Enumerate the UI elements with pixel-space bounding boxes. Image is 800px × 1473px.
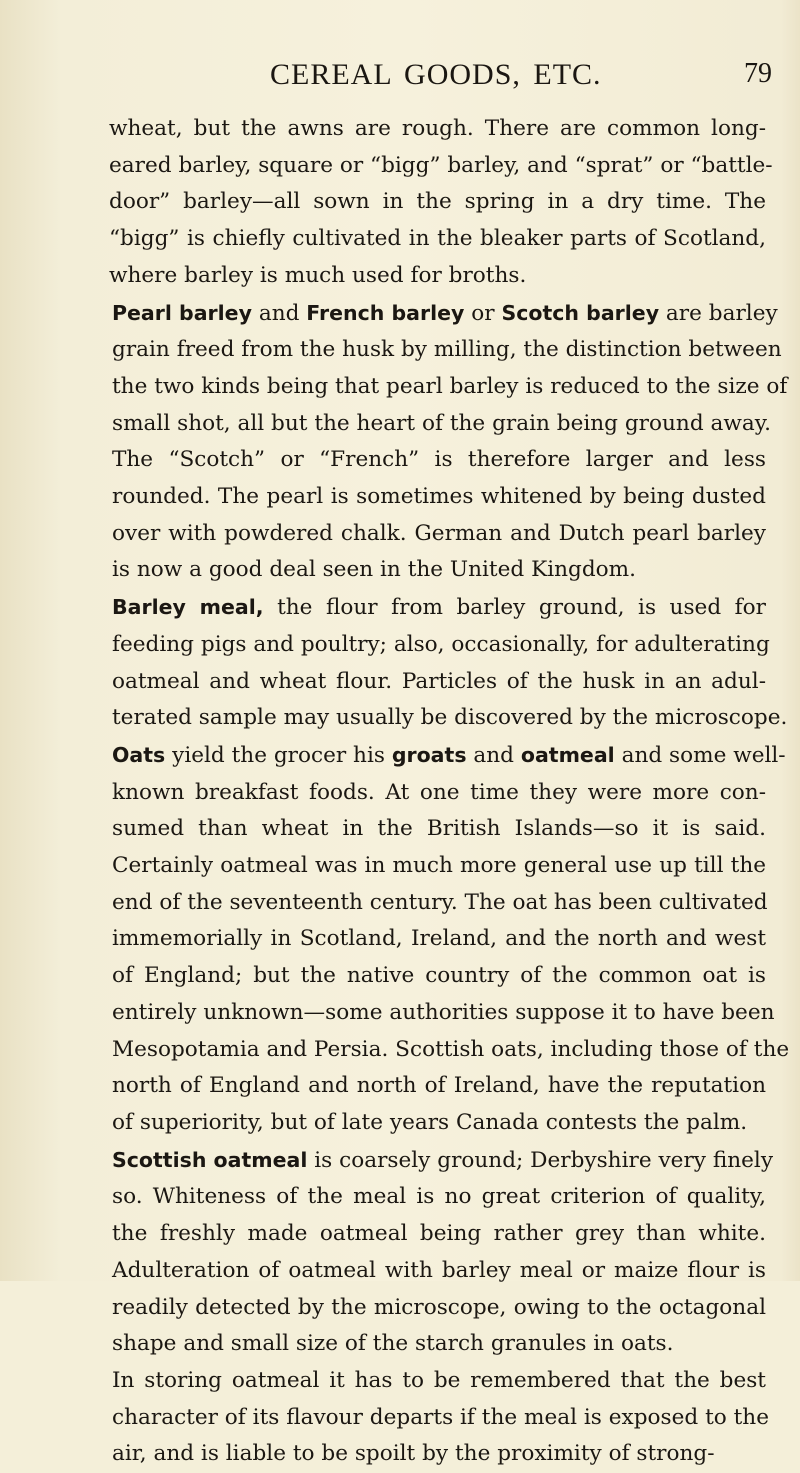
text-run: In storing oatmeal it has to be remembered that the best [112,1367,766,1393]
text-run: feeding pigs and poultry; also, occasionally, for adulterating [112,631,770,657]
text-run: oatmeal and wheat flour. Particles of the husk in an adul- [112,668,766,694]
bold-term: Pearl barley [112,300,252,325]
text-run: and [466,742,521,768]
page-header [110,58,772,98]
page-number: 79 [744,58,772,89]
text-line [109,1105,766,1142]
text-run: over with powdered chalk. German and Dutch pearl barley [112,520,766,546]
text-line [109,295,778,333]
text-run: character of its flavour departs if the meal is exposed to the [112,1404,769,1430]
text-line [109,1253,766,1290]
bold-term: Barley meal, [112,595,264,620]
text-line [109,1179,766,1216]
text-run: the two kinds being that pearl barley is reduced to the size of [112,373,788,399]
bold-term: Oats [112,742,166,767]
text-run: the freshly made oatmeal being rather grey than white. [112,1221,766,1247]
text-run: readily detected by the microscope, owing to the octagonal [112,1294,766,1320]
text-run: where barley is much used for broths. [109,262,527,288]
text-run: terated sample may usually be discovered by the microscope. [112,705,788,731]
paragraph [109,1363,769,1473]
text-run: known breakfast foods. At one time they were more con- [112,779,766,805]
bold-term: Scotch barley [501,300,660,325]
paragraph [109,111,773,295]
text-line [109,1400,769,1437]
text-line [109,1032,790,1069]
text-run: sumed than wheat in the British Islands—so it is said. [112,816,766,842]
text-run: rounded. The pearl is sometimes whitened by being dusted [112,484,766,510]
text-run: air, and is liable to be spoilt by the proximity of strong- [112,1441,715,1467]
text-run: of England; but the native country of the common oat is [112,963,766,989]
paragraph [109,295,788,590]
text-line [109,111,766,148]
text-line [109,848,766,885]
text-line [109,332,782,369]
text-run: grain freed from the husk by milling, the distinction between [112,337,782,363]
text-line [109,589,766,627]
text-line [109,1142,774,1180]
text-line [109,258,766,295]
text-line [109,1326,766,1363]
body-text [109,111,790,1473]
text-run: small shot, all but the heart of the grain being ground away. [112,410,771,436]
text-line [109,442,766,479]
text-line [109,700,788,737]
text-run: wheat, but the awns are rough. There are common long- [109,116,766,141]
text-line [109,921,766,958]
text-run: Adulteration of oatmeal with barley meal or maize flour is [112,1257,766,1283]
text-run: yield the grocer his [165,742,392,768]
text-line [109,1068,766,1105]
bold-term: groats [391,742,467,767]
text-line [109,885,766,922]
text-run: The “Scotch” or “French” is therefore larger and less [112,447,766,473]
text-run: is now a good deal seen in the United Kingdom. [112,557,637,583]
text-run: so. Whiteness of the meal is no great criterion of quality, [112,1184,766,1210]
text-run: is coarsely ground; Derbyshire very finely [307,1147,774,1173]
text-line [109,221,766,258]
text-line [109,811,766,848]
text-line [109,1216,766,1253]
text-line [109,995,775,1032]
text-run: or [464,300,502,326]
text-line [109,627,770,664]
text-run: Certainly oatmeal was in much more general use up till the [112,853,766,879]
paragraph [109,1142,774,1363]
text-line [109,552,766,589]
text-line [109,775,766,812]
paragraph [109,737,790,1142]
text-line [109,737,786,775]
text-run: door” barley—all sown in the spring in a dry time. The [109,189,766,215]
text-line [109,1436,766,1473]
text-line [109,369,788,406]
text-run: and [251,300,307,326]
text-line [109,1363,766,1400]
text-run: of superiority, but of late years Canada contests the palm. [112,1109,748,1135]
text-line [109,516,766,553]
running-head: CEREAL GOODS, ETC. [270,58,602,91]
text-line [109,148,773,185]
text-run: “bigg” is chiefly cultivated in the bleaker parts of Scotland, [109,226,766,252]
paragraph [109,589,788,737]
text-run: immemorially in Scotland, Ireland, and the north and west [112,926,766,952]
bold-term: oatmeal [520,742,615,767]
text-run: entirely unknown—some authorities suppose it to have been [112,999,775,1025]
text-line [109,958,766,995]
text-run: eared barley, square or “bigg” barley, and “sprat” or “battle- [109,152,773,178]
text-run: end of the seventeenth century. The oat has been cultivated [112,889,768,915]
text-line [109,664,766,701]
text-line [109,479,766,516]
text-run: Mesopotamia and Persia. Scottish oats, including those of the [112,1036,790,1062]
text-line [109,184,766,221]
bold-term: French barley [306,300,465,325]
bold-term: Scottish oatmeal [112,1147,308,1172]
text-run: the flour from barley ground, is used for [263,595,766,621]
text-line [109,406,771,443]
text-run: north of England and north of Ireland, have the reputation [112,1073,766,1099]
text-run: shape and small size of the starch granules in oats. [112,1331,674,1357]
text-run: are barley [659,300,778,326]
text-line [109,1290,766,1327]
text-run: and some well- [614,742,786,768]
